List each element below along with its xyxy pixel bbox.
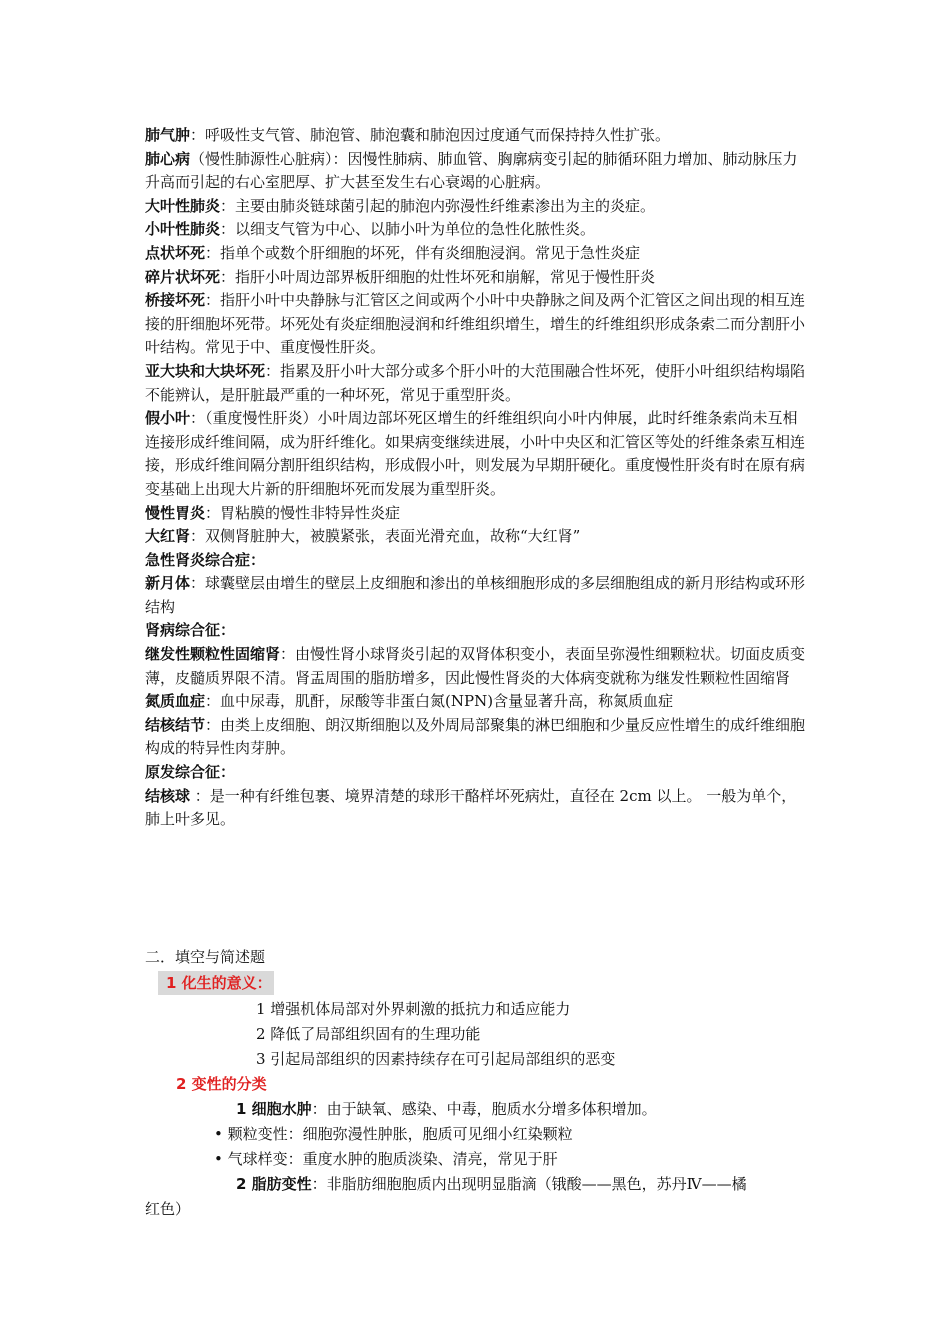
subitem-fatty xyxy=(236,1172,747,1196)
list-item: 3 引起局部组织的因素持续存在可引起局部组织的恶变 xyxy=(256,1050,616,1068)
term-entry xyxy=(145,148,810,195)
term-entry xyxy=(145,195,810,219)
term-definition: ：球囊壁层由增生的壁层上皮细胞和渗出的单核细胞形成的多层细胞组成的新月形结构或环形结构 xyxy=(145,574,806,616)
term-list xyxy=(145,124,810,832)
heading-metaplasia: 1 化生的意义： xyxy=(158,971,274,995)
term-entry xyxy=(145,360,810,407)
term-entry xyxy=(145,785,810,832)
bullet-item: • 颗粒变性：细胞弥漫性肿胀，胞质可见细小红染颗粒 xyxy=(214,1125,573,1143)
list-item: 2 降低了局部组织固有的生理功能 xyxy=(256,1025,481,1043)
subitem-label: 2 脂肪变性 xyxy=(236,1175,312,1193)
term-label: 亚大块和大块坏死 xyxy=(145,361,266,380)
subitem-continuation: 红色） xyxy=(145,1200,191,1218)
term-definition: ：以细支气管为中心、以肺小叶为单位的急性化脓性炎。 xyxy=(220,220,596,239)
term-definition: ：呼吸性支气管、肺泡管、肺泡囊和肺泡因过度通气而保持持久性扩张。 xyxy=(190,126,671,144)
term-label: 肺心病 xyxy=(145,149,191,168)
term-label: 急性肾炎综合症： xyxy=(145,550,266,569)
term-definition: ：指单个或数个肝细胞的坏死，伴有炎细胞浸润。常见于急性炎症 xyxy=(205,243,641,262)
term-entry xyxy=(145,266,810,290)
subitem-label: 1 细胞水肿 xyxy=(236,1100,312,1118)
term-definition: ：指累及肝小叶大部分或多个肝小叶的大范围融合性坏死，使肝小叶组织结构塌陷不能辨认，是肝脏最严重的一种坏死，常见于重型肝炎。 xyxy=(145,361,806,404)
term-entry xyxy=(145,619,810,643)
term-entry xyxy=(145,502,810,526)
term-label: 新月体 xyxy=(145,574,191,593)
term-entry xyxy=(145,690,810,714)
term-entry xyxy=(145,549,810,573)
subitem-text: ：由于缺氧、感染、中毒，胞质水分增多体积增加。 xyxy=(311,1100,657,1118)
term-definition: ：指肝小叶中央静脉与汇管区之间或两个小叶中央静脉之间及两个汇管区之间出现的相互连接的肝细胞坏死带。坏死处有炎症细胞浸润和纤维组织增生，增生的纤维组织形成条索二而分割肝小叶结构。常见于中、重度慢性肝炎。 xyxy=(145,291,806,357)
term-definition: ：双侧肾脏肿大，被膜紧张，表面光滑充血，故称“大红肾” xyxy=(190,527,581,546)
term-entry xyxy=(145,407,810,501)
term-label: 大叶性肺炎 xyxy=(145,196,221,215)
bullet-item: • 气球样变：重度水肿的胞质淡染、清亮，常见于肝 xyxy=(214,1150,558,1168)
term-label: 假小叶 xyxy=(145,409,191,428)
term-definition: （慢性肺源性心脏病）：因慢性肺病、肺血管、胸廓病变引起的肺循环阻力增加、肺动脉压力升高而引起的右心室肥厚、扩大甚至发生右心衰竭的心脏病。 xyxy=(145,149,798,192)
subitem-cell-edema xyxy=(236,1097,657,1121)
term-definition: ：由类上皮细胞、朗汉斯细胞以及外周局部聚集的淋巴细胞和少量反应性增生的成纤维细胞构成的特异性肉芽肿。 xyxy=(145,715,806,758)
term-label: 继发性颗粒性固缩肾 xyxy=(145,645,281,664)
heading-degeneration: 2 变性的分类 xyxy=(176,1075,267,1093)
subitem-text: ：非脂肪细胞胞质内出现明显脂滴（锇酸——黑色，苏丹Ⅳ——橘 xyxy=(311,1175,747,1193)
term-definition: ：是一种有纤维包裹、境界清楚的球形干酪样坏死病灶，直径在 2cm 以上。 一般为单个，肺上叶多见。 xyxy=(145,786,797,829)
term-definition: ：主要由肺炎链球菌引起的肺泡内弥漫性纤维素渗出为主的炎症。 xyxy=(220,196,656,215)
term-label: 氮质血症 xyxy=(145,692,206,711)
term-label: 结核球 xyxy=(145,786,191,805)
term-label: 原发综合征： xyxy=(145,763,236,782)
term-definition: ：指肝小叶周边部界板肝细胞的灶性坏死和崩解，常见于慢性肝炎 xyxy=(220,267,656,286)
term-entry xyxy=(145,643,810,690)
term-definition: ：胃粘膜的慢性非特异性炎症 xyxy=(205,503,401,522)
section-title: 二．填空与简述题 xyxy=(145,948,266,966)
term-definition: ：（重度慢性肝炎）小叶周边部坏死区增生的纤维组织向小叶内伸展，此时纤维条索尚未互相连接形成纤维间隔，成为肝纤维化。如果病变继续进展，小叶中央区和汇管区等处的纤维条索互相连接，形成纤维间隔分割肝组织结构，形成假小叶，则发展为早期肝硬化。重度慢性肝炎有时在原有病变基础上出现大片新的肝细胞坏死而发展为重型肝炎。 xyxy=(145,409,806,498)
term-entry xyxy=(145,289,810,360)
term-entry xyxy=(145,242,810,266)
term-label: 大红肾 xyxy=(145,527,191,546)
term-label: 慢性胃炎 xyxy=(145,503,206,522)
term-label: 碎片状坏死 xyxy=(145,267,221,286)
term-label: 小叶性肺炎 xyxy=(145,220,221,239)
term-entry xyxy=(145,572,810,619)
term-entry xyxy=(145,714,810,761)
term-definition: ：血中尿毒，肌酐，尿酸等非蛋白氮(NPN)含量显著升高，称氮质血症 xyxy=(205,692,674,711)
term-label: 结核结节 xyxy=(145,715,206,734)
term-definition: ：由慢性肾小球肾炎引起的双肾体积变小，表面呈弥漫性细颗粒状。切面皮质变薄，皮髓质界限不清。肾盂周围的脂肪增多，因此慢性肾炎的大体病变就称为继发性颗粒性固缩肾 xyxy=(145,645,806,687)
term-label: 肾病综合征： xyxy=(145,621,236,640)
term-label: 肺气肿 xyxy=(145,126,191,144)
term-label: 点状坏死 xyxy=(145,243,206,262)
list-item: 1 增强机体局部对外界刺激的抵抗力和适应能力 xyxy=(256,1000,571,1018)
term-entry xyxy=(145,525,810,549)
term-entry xyxy=(145,124,810,148)
term-entry xyxy=(145,218,810,242)
term-label: 桥接坏死 xyxy=(145,291,206,310)
term-entry xyxy=(145,761,810,785)
